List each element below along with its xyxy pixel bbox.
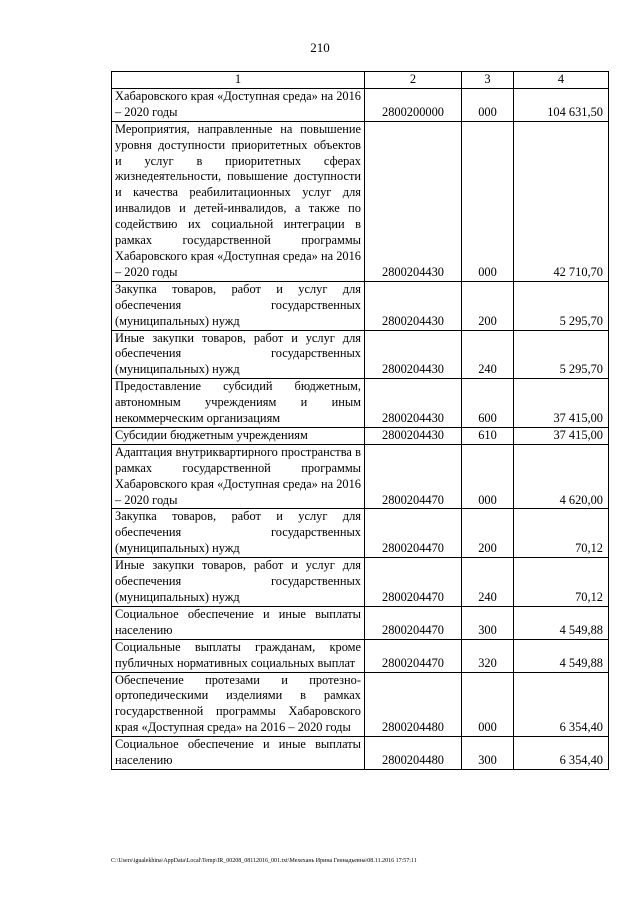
table-header-row	[112, 72, 609, 89]
row-group-cell: 610	[462, 427, 514, 444]
row-sum-cell: 37 415,00	[514, 427, 609, 444]
row-name-cell: Адаптация внутриквартирного пространства в рамках государственной программы Хабаровского края «Доступная среда» на 2016 – 2020 годы	[112, 444, 365, 509]
row-code-cell: 2800204470	[365, 639, 462, 672]
row-sum-cell: 5 295,70	[514, 281, 609, 330]
row-sum-cell: 4 549,88	[514, 639, 609, 672]
row-sum-cell: 6 354,40	[514, 672, 609, 737]
row-group-cell: 320	[462, 639, 514, 672]
row-name-cell: Социальное обеспечение и иные выплаты населению	[112, 606, 365, 639]
row-name-cell: Социальные выплаты гражданам, кроме публичных нормативных социальных выплат	[112, 639, 365, 672]
row-sum-cell: 4 620,00	[514, 444, 609, 509]
row-group-cell: 200	[462, 281, 514, 330]
table-row	[112, 672, 609, 737]
row-group-cell: 240	[462, 330, 514, 379]
row-name-cell: Мероприятия, направленные на повышение уровня доступности приоритетных объектов и услуг в приоритетных сферах жизнедеятельности, повышение доступности и качества реабилитационных услуг для инвалидов и детей-инвалидов, а также по содействию их социальной интеграции в рамках государственной программы Хабаровского края «Доступная среда» на 2016 – 2020 годы	[112, 121, 365, 281]
table-row	[112, 444, 609, 509]
table-row	[112, 509, 609, 558]
row-sum-cell: 5 295,70	[514, 330, 609, 379]
row-name-cell: Закупка товаров, работ и услуг для обеспечения государственных (муниципальных) нужд	[112, 281, 365, 330]
row-group-cell: 000	[462, 121, 514, 281]
row-code-cell: 2800204430	[365, 427, 462, 444]
row-name-cell: Субсидии бюджетным учреждениям	[112, 427, 365, 444]
row-name-cell: Социальное обеспечение и иные выплаты населению	[112, 737, 365, 770]
page-number: 210	[310, 40, 330, 55]
header-col-2: 2	[365, 72, 462, 89]
row-group-cell: 000	[462, 444, 514, 509]
table-row	[112, 737, 609, 770]
row-code-cell: 2800204430	[365, 330, 462, 379]
row-name-cell: Хабаровского края «Доступная среда» на 2016 – 2020 годы	[112, 88, 365, 121]
table-row	[112, 558, 609, 607]
table-row	[112, 606, 609, 639]
row-name-cell: Иные закупки товаров, работ и услуг для обеспечения государственных (муниципальных) нужд	[112, 558, 365, 607]
table-row	[112, 330, 609, 379]
row-code-cell: 2800204430	[365, 281, 462, 330]
row-code-cell: 2800204430	[365, 379, 462, 428]
row-group-cell: 600	[462, 379, 514, 428]
row-sum-cell: 70,12	[514, 509, 609, 558]
row-sum-cell: 104 631,50	[514, 88, 609, 121]
row-name-cell: Иные закупки товаров, работ и услуг для обеспечения государственных (муниципальных) нужд	[112, 330, 365, 379]
row-code-cell: 2800204480	[365, 737, 462, 770]
header-col-4: 4	[514, 72, 609, 89]
row-code-cell: 2800204470	[365, 444, 462, 509]
table-row	[112, 379, 609, 428]
row-code-cell: 2800204470	[365, 606, 462, 639]
row-name-cell: Предоставление субсидий бюджетным, автономным учреждениям и иным некоммерческим организациям	[112, 379, 365, 428]
row-sum-cell: 6 354,40	[514, 737, 609, 770]
row-sum-cell: 4 549,88	[514, 606, 609, 639]
row-name-cell: Обеспечение протезами и протезно-ортопедическими изделиями в рамках государственной программы Хабаровского края «Доступная среда» на 2016 – 2020 годы	[112, 672, 365, 737]
row-code-cell: 2800204470	[365, 558, 462, 607]
row-code-cell: 2800204470	[365, 509, 462, 558]
row-name-cell: Закупка товаров, работ и услуг для обеспечения государственных (муниципальных) нужд	[112, 509, 365, 558]
table-row	[112, 427, 609, 444]
table-row	[112, 639, 609, 672]
row-group-cell: 300	[462, 606, 514, 639]
table-row	[112, 121, 609, 281]
header-col-3: 3	[462, 72, 514, 89]
row-code-cell: 2800204430	[365, 121, 462, 281]
table-row	[112, 281, 609, 330]
row-code-cell: 2800200000	[365, 88, 462, 121]
header-col-1: 1	[112, 72, 365, 89]
row-group-cell: 200	[462, 509, 514, 558]
row-group-cell: 000	[462, 88, 514, 121]
row-sum-cell: 42 710,70	[514, 121, 609, 281]
row-group-cell: 240	[462, 558, 514, 607]
budget-table	[111, 71, 609, 770]
table-row	[112, 88, 609, 121]
row-group-cell: 000	[462, 672, 514, 737]
row-group-cell: 300	[462, 737, 514, 770]
row-sum-cell: 70,12	[514, 558, 609, 607]
row-sum-cell: 37 415,00	[514, 379, 609, 428]
row-code-cell: 2800204480	[365, 672, 462, 737]
footer-file-path: C:\Users\igualekhina\AppData\Local\Temp\IR_00208_08112016_001.txt\Мехехань Ирина Геннадьевна\08.11.2016 17:57:11	[111, 858, 417, 864]
